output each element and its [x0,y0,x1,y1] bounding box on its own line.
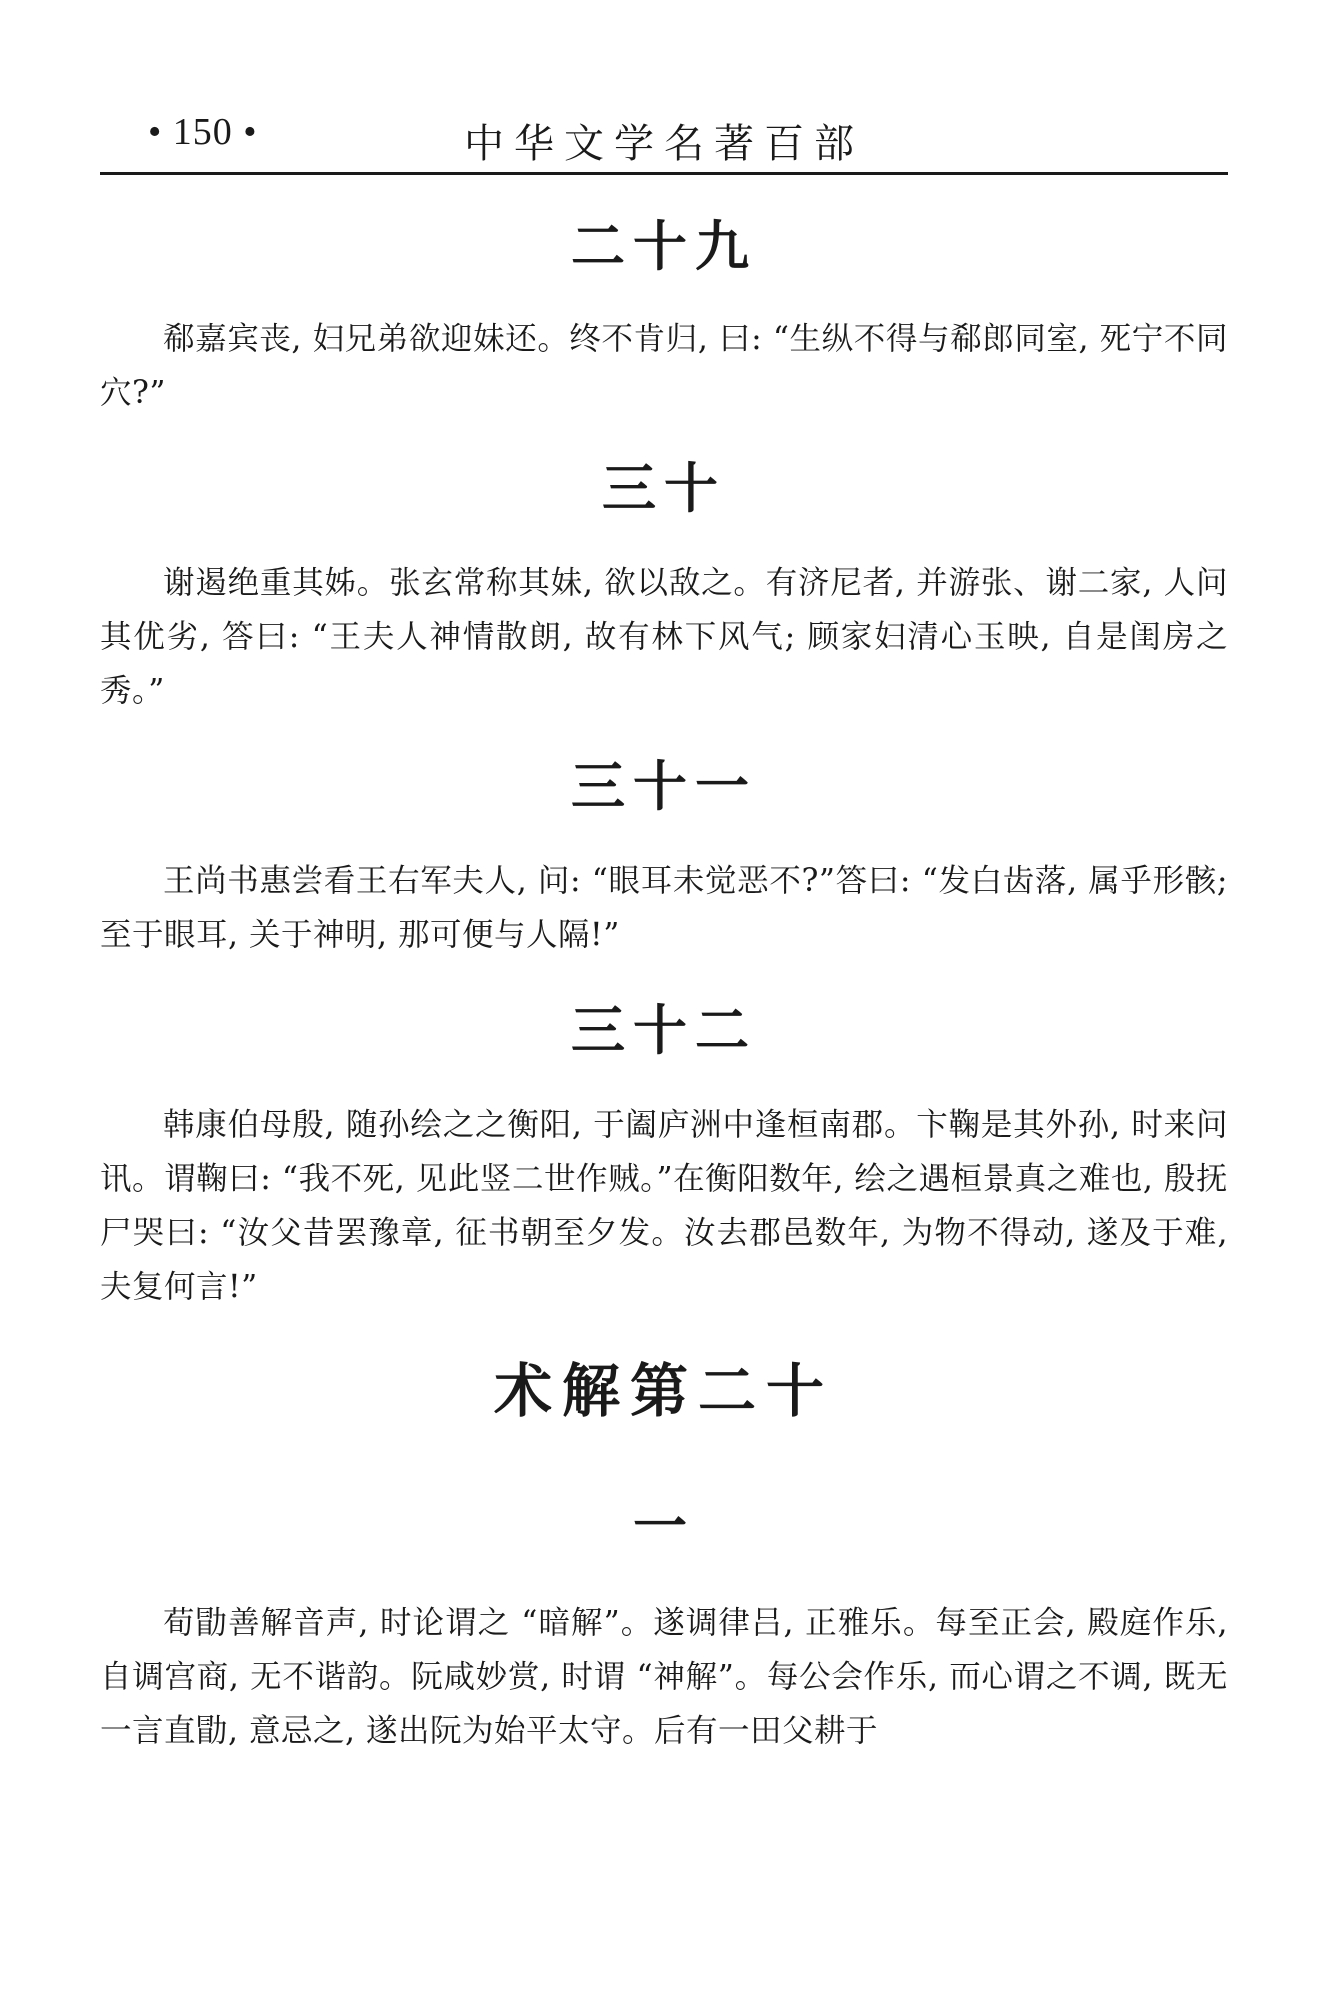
page-header [100,100,1228,175]
section-title: 三十二 [571,999,757,1062]
section-title: 三十 [602,457,726,520]
section-paragraph: 谢遏绝重其姊。张玄常称其妹, 欲以敌之。有济尼者, 并游张、谢二家, 人问其优劣, 答曰: “王夫人神情散朗, 故有林下风气; 顾家妇清心玉映, 自是闺房之秀。” [100,565,1228,709]
page-number: • 150 • [148,111,258,153]
section-title: 一 [633,1495,695,1558]
section-paragraph: 荀勖善解音声, 时论谓之 “暗解”。遂调律吕, 正雅乐。每至正会, 殿庭作乐, 自调宫商, 无不谐韵。阮咸妙赏, 时谓 “神解”。每公会作乐, 而心谓之不调, 既无一言直勖, 意忌之, 遂出阮为始平太守。后有一田父耕于 [100,1605,1228,1749]
page-content [100,172,1228,1758]
section-title: 二十九 [571,215,757,278]
book-title: 中华文学名著百部 [464,121,864,167]
section-title: 三十一 [571,755,757,818]
chapter-title: 术解第二十 [493,1357,834,1425]
section-paragraph: 韩康伯母殷, 随孙绘之之衡阳, 于阖庐洲中逢桓南郡。卞鞠是其外孙, 时来问讯。谓鞠曰: “我不死, 见此竖二世作贼。”在衡阳数年, 绘之遇桓景真之难也, 殷抚尸哭曰: “汝父昔罢豫章, 征书朝至夕发。汝去郡邑数年, 为物不得动, 遂及于难, 夫复何言!” [100,1107,1228,1305]
section-paragraph: 郗嘉宾丧, 妇兄弟欲迎妹还。终不肯归, 曰: “生纵不得与郗郎同室, 死宁不同穴?” [100,321,1228,411]
section-paragraph: 王尚书惠尝看王右军夫人, 问: “眼耳未觉恶不?”答曰: “发白齿落, 属乎形骸; 至于眼耳, 关于神明, 那可便与人隔!” [100,863,1228,953]
